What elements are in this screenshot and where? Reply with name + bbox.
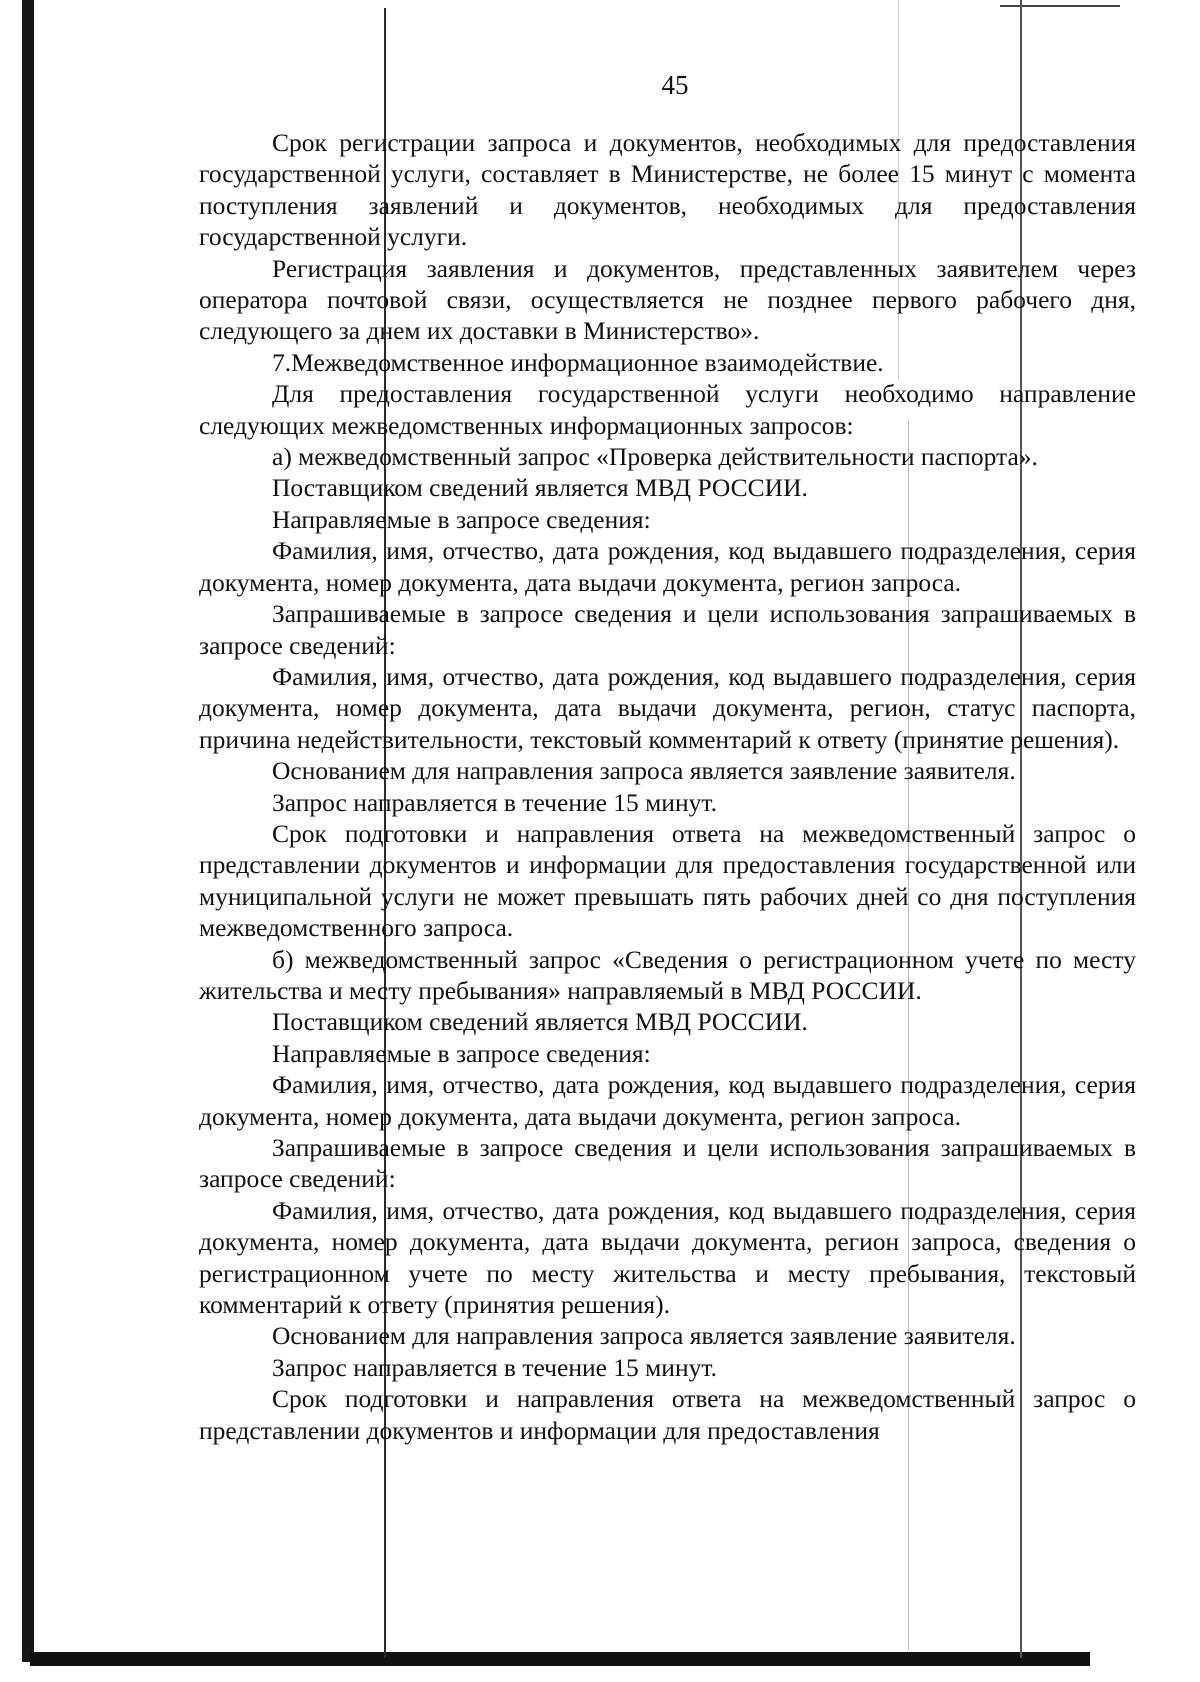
- scan-bottom-edge: [30, 1652, 1090, 1666]
- page-number: 45: [661, 70, 689, 100]
- paragraph: Фамилия, имя, отчество, дата рождения, код выдавшего подразделения, серия документа, номер документа, дата выдачи документа, регион, статус паспорта, причина недействительности, текстовый комментарий к ответу (принятие решения).: [199, 661, 1136, 754]
- paragraph: Запрашиваемые в запросе сведения и цели использования запрашиваемых в запросе сведений:: [199, 1133, 1136, 1194]
- paragraph: Поставщиком сведений является МВД РОССИИ.: [272, 473, 808, 503]
- paragraph: Фамилия, имя, отчество, дата рождения, код выдавшего подразделения, серия документа, номер документа, дата выдачи документа, регион запроса.: [199, 536, 1136, 597]
- paragraph: Запрос направляется в течение 15 минут.: [272, 1352, 717, 1382]
- paragraph: Запрос направляется в течение 15 минут.: [272, 787, 717, 817]
- document-body: [199, 127, 1136, 1446]
- paragraph: Основанием для направления запроса является заявление заявителя.: [272, 756, 1016, 786]
- paragraph: Срок подготовки и направления ответа на межведомственный запрос о представлении документов и информации для предоставления: [199, 1384, 1136, 1445]
- paragraph: Для предоставления государственной услуги необходимо направление следующих межведомственных информационных запросов:: [199, 379, 1136, 440]
- paragraph: Направляемые в запросе сведения:: [272, 1038, 651, 1068]
- scan-edge-shadow: [22, 0, 34, 1662]
- paragraph: Срок регистрации запроса и документов, необходимых для предоставления государственной услуги, составляет в Министерстве, не более 15 минут с момента поступления заявлений и документов, необходимых для предоставления государственной услуги.: [199, 128, 1136, 252]
- paragraph: Фамилия, имя, отчество, дата рождения, код выдавшего подразделения, серия документа, номер документа, дата выдачи документа, регион запроса, сведения о регистрационном учете по месту жительства и месту пребывания, текстовый комментарий к ответу (принятия решения).: [199, 1195, 1136, 1320]
- paragraph: Основанием для направления запроса является заявление заявителя.: [272, 1321, 1016, 1351]
- scan-top-rule: [1000, 5, 1120, 7]
- paragraph: Фамилия, имя, отчество, дата рождения, код выдавшего подразделения, серия документа, номер документа, дата выдачи документа, регион запроса.: [199, 1070, 1136, 1131]
- paragraph: Срок подготовки и направления ответа на межведомственный запрос о представлении документов и информации для предоставления государственной или муниципальной услуги не может превышать пять рабочих дней со дня поступления межведомственного запроса.: [199, 818, 1136, 943]
- paragraph: Поставщиком сведений является МВД РОССИИ.: [272, 1007, 808, 1037]
- paragraph: Запрашиваемые в запросе сведения и цели использования запрашиваемых в запросе сведений:: [199, 599, 1136, 660]
- section-heading: 7.Межведомственное информационное взаимодействие.: [272, 347, 884, 377]
- list-item: а) межведомственный запрос «Проверка действительности паспорта».: [272, 442, 1038, 472]
- list-item: б) межведомственный запрос «Сведения о регистрационном учете по месту жительства и месту пребывания» направляемый в МВД РОССИИ.: [199, 944, 1136, 1005]
- paragraph: Регистрация заявления и документов, представленных заявителем через оператора почтовой связи, осуществляется не позднее первого рабочего дня, следующего за днем их доставки в Министерство».: [199, 253, 1136, 346]
- paragraph: Направляемые в запросе сведения:: [272, 504, 651, 534]
